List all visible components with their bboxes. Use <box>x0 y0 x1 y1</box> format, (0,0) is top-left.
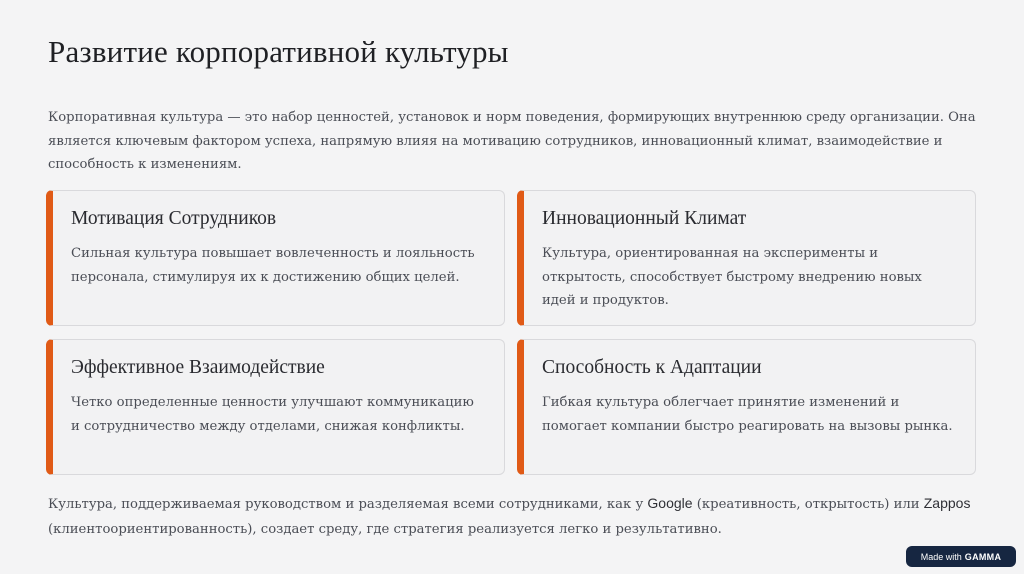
card-text: Сильная культура повышает вовлеченность и лояльность персонала, стимулируя их к достижению общих целей. <box>71 246 475 285</box>
page-title: Развитие корпоративной культуры <box>48 34 509 69</box>
gamma-logo-text: GAMMA <box>964 551 1002 562</box>
card-title: Инновационный Климат <box>542 208 747 229</box>
outro-paragraph <box>48 491 978 542</box>
card-text: Четко определенные ценности улучшают коммуникацию и сотрудничество между отделами, снижая конфликты. <box>71 395 474 434</box>
intro-paragraph: Корпоративная культура — это набор ценностей, установок и норм поведения, формирующих внутреннюю среду организации. Она является ключевым фактором успеха, напрямую влияя на мотивацию сотрудников, инновационный климат, взаимодействие и способность к изменениям. <box>48 110 976 172</box>
card-effective-interaction <box>46 339 505 475</box>
outro-text: Культура, поддерживаемая руководством и разделяемая всеми сотрудниками, как у <box>48 497 648 512</box>
card-title: Мотивация Сотрудников <box>71 208 277 229</box>
card-text: Культура, ориентированная на эксперименты и открытость, способствует быстрому внедрению новых идей и продуктов. <box>542 246 922 308</box>
brand-zappos: Zappos <box>923 495 971 511</box>
card-innovation-climate <box>517 190 976 326</box>
card-title: Способность к Адаптации <box>542 357 762 378</box>
card-title: Эффективное Взаимодействие <box>71 357 325 378</box>
outro-text: (креативность, открытость) или <box>692 497 924 512</box>
card-employee-motivation <box>46 190 505 326</box>
made-with-gamma-badge[interactable] <box>906 546 1016 567</box>
brand-google: Google <box>647 495 693 511</box>
card-adaptability <box>517 339 976 475</box>
badge-prefix: Made with <box>920 551 962 562</box>
outro-text: (клиентоориентированность), создает среду, где стратегия реализуется легко и результативно. <box>48 522 722 537</box>
card-text: Гибкая культура облегчает принятие изменений и помогает компании быстро реагировать на вызовы рынка. <box>542 395 953 434</box>
